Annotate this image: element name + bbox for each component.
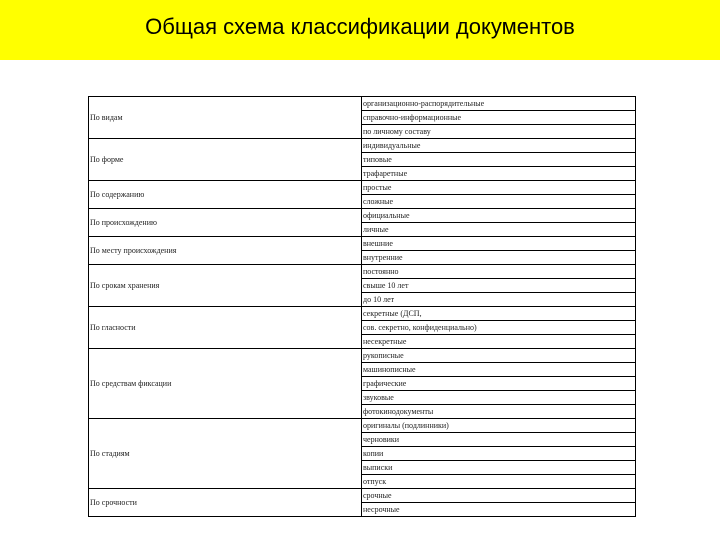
item-cell: машинописные <box>362 363 636 377</box>
item-cell: фотокинодокументы <box>362 405 636 419</box>
item-cell: несрочные <box>362 503 636 517</box>
category-cell: По средствам фиксации <box>89 349 362 419</box>
item-cell: отпуск <box>362 475 636 489</box>
category-cell: По происхождению <box>89 209 362 237</box>
item-cell: черновики <box>362 433 636 447</box>
item-cell: постоянно <box>362 265 636 279</box>
item-cell: внутренние <box>362 251 636 265</box>
table-row <box>89 97 636 111</box>
table-row <box>89 181 636 195</box>
category-cell: По месту происхождения <box>89 237 362 265</box>
slide-title: Общая схема классификации документов <box>145 14 575 39</box>
category-cell: По гласности <box>89 307 362 349</box>
table-row <box>89 237 636 251</box>
table-row <box>89 307 636 321</box>
item-cell: срочные <box>362 489 636 503</box>
item-cell: трафаретные <box>362 167 636 181</box>
item-cell: по личному составу <box>362 125 636 139</box>
item-cell: типовые <box>362 153 636 167</box>
item-cell: официальные <box>362 209 636 223</box>
table-row <box>89 209 636 223</box>
item-cell: до 10 лет <box>362 293 636 307</box>
category-cell: По содержанию <box>89 181 362 209</box>
item-cell: свыше 10 лет <box>362 279 636 293</box>
item-cell: личные <box>362 223 636 237</box>
item-cell: организационно-распорядительные <box>362 97 636 111</box>
item-cell: копии <box>362 447 636 461</box>
item-cell: внешние <box>362 237 636 251</box>
item-cell: звуковые <box>362 391 636 405</box>
title-bar <box>0 0 720 60</box>
table-row <box>89 349 636 363</box>
item-cell: индивидуальные <box>362 139 636 153</box>
category-cell: По видам <box>89 97 362 139</box>
item-cell: оригиналы (подлинники) <box>362 419 636 433</box>
category-cell: По форме <box>89 139 362 181</box>
item-cell: графические <box>362 377 636 391</box>
item-cell: сов. секретно, конфиденциально) <box>362 321 636 335</box>
item-cell: несекретные <box>362 335 636 349</box>
category-cell: По стадиям <box>89 419 362 489</box>
item-cell: справочно-информационные <box>362 111 636 125</box>
item-cell: секретные (ДСП, <box>362 307 636 321</box>
table-row <box>89 489 636 503</box>
table-row <box>89 419 636 433</box>
item-cell: выписки <box>362 461 636 475</box>
category-cell: По срочности <box>89 489 362 517</box>
item-cell: простые <box>362 181 636 195</box>
category-cell: По срокам хранения <box>89 265 362 307</box>
table-row <box>89 139 636 153</box>
item-cell: сложные <box>362 195 636 209</box>
item-cell: рукописные <box>362 349 636 363</box>
table-row <box>89 265 636 279</box>
classification-table <box>88 96 636 517</box>
